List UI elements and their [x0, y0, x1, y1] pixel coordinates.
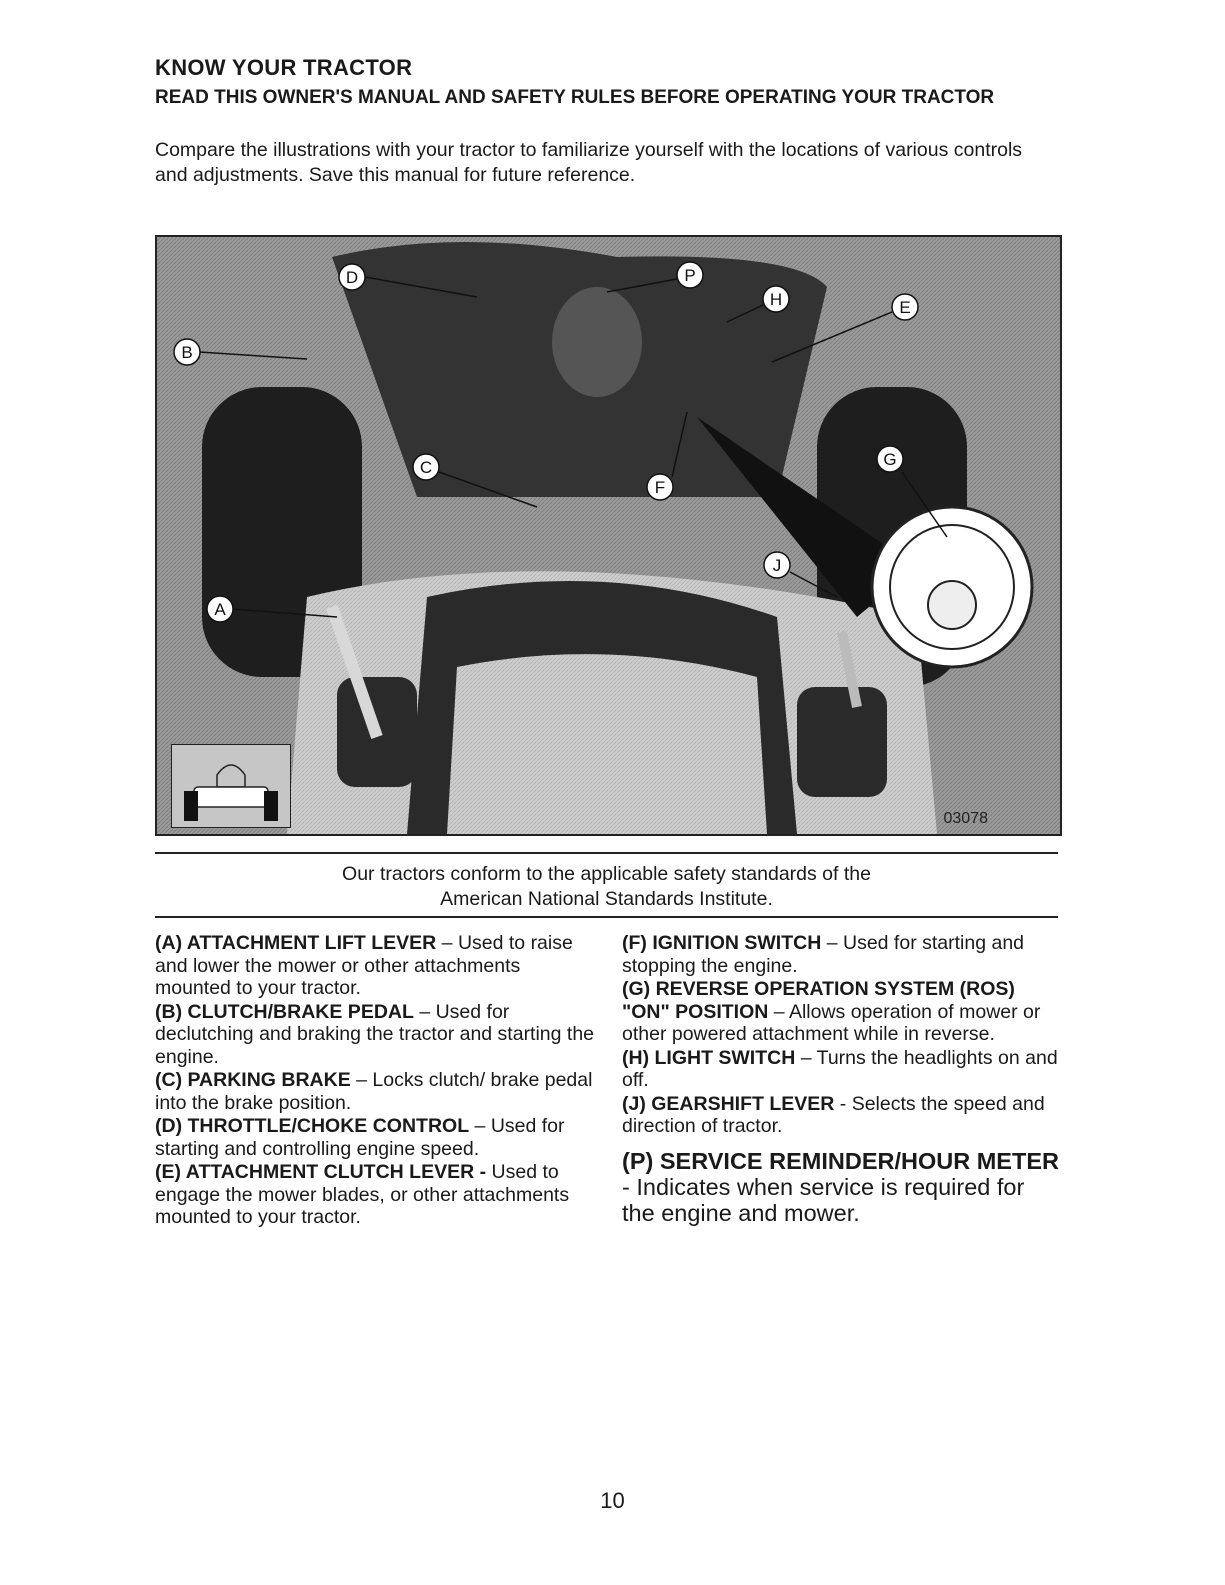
item-text: – Allows operation of mower or other powered attachment while in reverse. — [622, 1000, 1041, 1045]
callout-a: A — [214, 600, 226, 619]
item-text: Used to engage the mower blades, or other attachments mounted to your tractor. — [155, 1161, 570, 1228]
item-text: – Turns the headlights on and off. — [622, 1046, 1058, 1091]
item-text: - Indicates when service is required for the engine and mower. — [622, 1173, 1025, 1226]
figure-number: 03078 — [943, 810, 988, 827]
callout-d: D — [345, 268, 359, 287]
item-label: (A) ATTACHMENT LIFT LEVER — [155, 932, 437, 954]
caption-rule-bottom — [155, 916, 1058, 918]
caption-line-1: Our tractors conform to the applicable safety standards of the — [342, 863, 871, 885]
item-text: – Used for declutching and braking the tractor and starting the engine. — [155, 1000, 595, 1068]
list-item — [155, 932, 595, 1000]
right-pedal — [797, 687, 887, 797]
callout-b: B — [181, 343, 193, 362]
caption-line-2: American National Standards Institute. — [440, 888, 773, 910]
list-item — [155, 1115, 595, 1160]
steering-column — [552, 287, 642, 397]
caption-rule-top — [155, 852, 1058, 854]
page-number: 10 — [600, 1488, 625, 1513]
item-label: (C) PARKING BRAKE — [155, 1069, 351, 1091]
callout-p: P — [684, 266, 696, 285]
standards-caption — [155, 862, 1058, 912]
callout-f: F — [654, 478, 666, 497]
list-item — [622, 932, 1062, 977]
item-text: - Selects the speed and direction of tractor. — [622, 1092, 1045, 1137]
list-item — [622, 1093, 1062, 1138]
list-item — [622, 1047, 1062, 1092]
item-text: – Locks clutch/ brake pedal into the brake position. — [155, 1069, 593, 1114]
item-label: (F) IGNITION SWITCH — [622, 932, 822, 954]
item-label: (J) GEARSHIFT LEVER — [622, 1092, 835, 1115]
key-slot-icon — [928, 581, 976, 629]
intro-paragraph: Compare the illustrations with your tractor to familiarize yourself with the locations of various controls and adjustments. Save this manual for future reference. — [155, 139, 1023, 186]
list-item — [155, 1161, 595, 1229]
controls-list-right — [622, 932, 1062, 1227]
item-text: – Used for starting and stopping the engine. — [622, 932, 1025, 977]
callout-g: G — [883, 450, 897, 469]
tractor-illustration — [155, 235, 1062, 836]
list-item — [622, 1148, 1062, 1226]
orientation-inset — [171, 744, 291, 828]
callout-j: J — [772, 556, 782, 575]
seat-cushion — [447, 654, 767, 834]
item-text: – Used to raise and lower the mower or other attachments mounted to your tractor. — [155, 932, 573, 999]
item-label: (H) LIGHT SWITCH — [622, 1046, 796, 1069]
controls-list-left — [155, 932, 595, 1230]
callout-e: E — [899, 298, 911, 317]
list-item — [622, 978, 1062, 1046]
item-text: – Used for starting and controlling engine speed. — [155, 1115, 565, 1160]
item-label: (E) ATTACHMENT CLUTCH LEVER - — [155, 1161, 487, 1183]
list-item — [155, 1069, 595, 1114]
list-item — [155, 1001, 595, 1069]
item-label: (D) THROTTLE/CHOKE CONTROL — [155, 1115, 470, 1137]
callout-h: H — [769, 290, 783, 309]
page-subheading: READ THIS OWNER'S MANUAL AND SAFETY RULES BEFORE OPERATING YOUR TRACTOR — [155, 87, 995, 108]
item-label: (P) SERVICE REMINDER/HOUR METER — [622, 1147, 1059, 1174]
callout-c: C — [419, 458, 433, 477]
item-label: (B) CLUTCH/BRAKE PEDAL — [155, 1000, 414, 1023]
item-label: (G) REVERSE OPERATION SYSTEM (ROS) "ON" POSITION — [622, 978, 1015, 1023]
page-heading: KNOW YOUR TRACTOR — [155, 55, 413, 80]
tractor-drawing — [157, 237, 1060, 834]
